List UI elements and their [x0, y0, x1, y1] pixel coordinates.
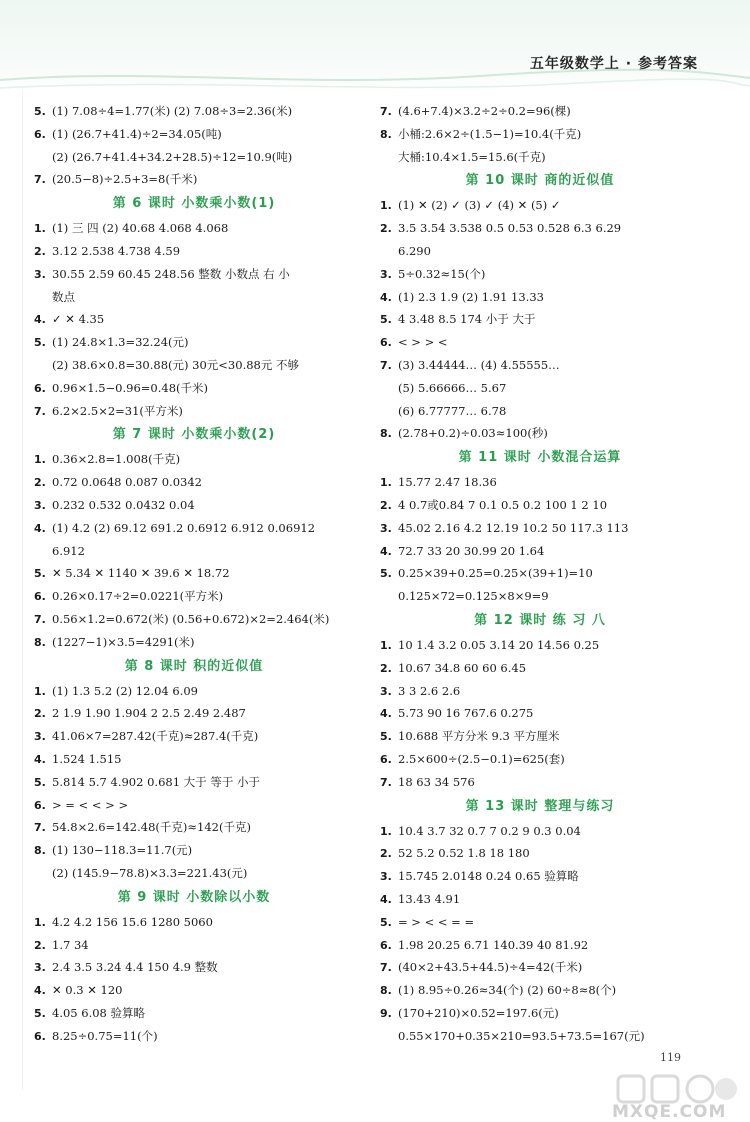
answer-text: (2.78+0.2)÷0.03≈100(秒) — [398, 426, 548, 441]
answer-number: 2. — [380, 222, 392, 236]
answer-item — [34, 240, 354, 263]
answer-item — [34, 377, 354, 400]
answer-item — [380, 194, 700, 217]
answer-text: 3.5 3.54 3.538 0.5 0.53 0.528 6.3 6.29 — [398, 221, 622, 236]
answer-number: 6. — [34, 1029, 46, 1043]
answer-item — [380, 702, 700, 725]
answer-number: 1. — [380, 476, 392, 490]
answer-text: (1) ✕ (2) ✓ (3) ✓ (4) ✕ (5) ✓ — [398, 198, 561, 213]
answer-item — [34, 956, 354, 979]
answer-text: 3.12 2.538 4.738 4.59 — [52, 243, 181, 258]
answer-text: 0.125×72=0.125×8×9=9 — [398, 589, 549, 604]
answer-text: (4.6+7.4)×3.2÷2÷0.2=96(棵) — [398, 104, 571, 118]
answer-number: 3. — [380, 684, 392, 698]
answer-text: 10.4 3.7 32 0.7 7 0.2 9 0.3 0.04 — [398, 823, 581, 838]
answer-text: 8.25÷0.75=11(个) — [52, 1028, 158, 1043]
answer-text: 0.96×1.5−0.96=0.48(千米) — [52, 380, 208, 395]
answer-text: (1) 8.95÷0.26≈34(个) (2) 60÷8≈8(个) — [398, 983, 617, 998]
answer-text: 6.2×2.5×2=31(平方米) — [52, 403, 183, 418]
answer-number: 5. — [380, 730, 392, 744]
answer-text: 15.77 2.47 18.36 — [398, 475, 497, 490]
answer-number: 1. — [380, 638, 392, 652]
answer-number: 3. — [380, 521, 392, 535]
answer-text: (3) 3.44444… (4) 4.55555… — [398, 357, 560, 372]
answer-number: 7. — [34, 821, 46, 835]
answer-text: 52 5.2 0.52 1.8 18 180 — [398, 846, 530, 861]
answer-text: 45.02 2.16 4.2 12.19 10.2 50 117.3 113 — [398, 520, 629, 535]
answer-continuation — [380, 377, 700, 400]
answer-item — [34, 263, 354, 286]
answer-text: 0.26×0.17÷2=0.0221(平方米) — [52, 589, 224, 604]
answer-number: 8. — [34, 635, 46, 649]
answer-number: 2. — [34, 707, 46, 721]
margin-line — [22, 90, 23, 1090]
answer-number: 3. — [34, 730, 46, 744]
answer-text: = > < < = = — [398, 914, 475, 929]
answer-text: 0.25×39+0.25=0.25×(39+1)=10 — [398, 566, 593, 581]
answer-item — [380, 354, 700, 377]
answer-text: 5.814 5.7 4.902 0.681 大于 等于 小于 — [52, 774, 260, 789]
answer-number: 4. — [34, 752, 46, 766]
answer-text: (2) (26.7+41.4+34.2+28.5)÷12=10.9(吨) — [52, 149, 293, 164]
answer-number: 5. — [380, 567, 392, 581]
answer-number: 3. — [34, 961, 46, 975]
answer-number: 8. — [380, 127, 392, 141]
answer-number: 4. — [380, 892, 392, 906]
lesson-heading: 第 13 课时 整理与练习 — [465, 798, 615, 814]
answer-text: 72.7 33 20 30.99 20 1.64 — [398, 543, 545, 558]
answer-number: 8. — [380, 984, 392, 998]
answer-item — [34, 123, 354, 146]
answer-item — [380, 331, 700, 354]
answer-item — [34, 748, 354, 771]
answer-text: 30.55 2.59 60.45 248.56 整数 小数点 右 小 — [52, 266, 290, 281]
answer-item — [34, 771, 354, 794]
answer-number: 2. — [34, 938, 46, 952]
answer-text: 4.2 4.2 156 15.6 1280 5060 — [52, 914, 213, 929]
answer-text: 6.290 — [398, 243, 431, 258]
answer-item — [34, 471, 354, 494]
answer-text: 0.72 0.0648 0.087 0.0342 — [52, 475, 202, 490]
answer-number: 2. — [34, 476, 46, 490]
answer-number: 2. — [380, 661, 392, 675]
answer-item — [34, 725, 354, 748]
watermark-site: MXQE.COM — [612, 1102, 727, 1122]
answer-number: 6. — [34, 127, 46, 141]
lesson-heading: 第 7 课时 小数乘小数(2) — [112, 427, 276, 443]
answer-text: (2) 38.6×0.8=30.88(元) 30元<30.88元 不够 — [52, 357, 300, 372]
answer-number: 2. — [380, 847, 392, 861]
answer-text: (6) 6.77777… 6.78 — [398, 403, 507, 418]
answer-item — [380, 100, 700, 123]
answer-continuation — [380, 1025, 700, 1048]
answer-text: (2) (145.9−78.8)×3.3=221.43(元) — [52, 865, 248, 880]
left-answer-column — [34, 100, 354, 1047]
answer-number: 5. — [34, 336, 46, 350]
answer-number: 8. — [34, 844, 46, 858]
answer-number: 4. — [380, 290, 392, 304]
answer-item — [380, 842, 700, 865]
answer-number: 4. — [380, 707, 392, 721]
answer-number: 1. — [380, 824, 392, 838]
answer-item — [380, 748, 700, 771]
right-answer-column — [380, 100, 700, 1047]
answer-number: 3. — [34, 267, 46, 281]
answer-item — [34, 680, 354, 703]
answer-item — [380, 286, 700, 309]
answer-number: 1. — [34, 222, 46, 236]
answer-item — [34, 979, 354, 1002]
answer-item — [380, 771, 700, 794]
answer-item — [380, 517, 700, 540]
answer-text: (1) 130−118.3=11.7(元) — [52, 843, 193, 858]
answer-item — [34, 911, 354, 934]
answer-text: (1) 三 四 (2) 40.68 4.068 4.068 — [52, 221, 229, 236]
answer-number: 6. — [34, 590, 46, 604]
answer-number: 5. — [380, 313, 392, 327]
answer-number: 7. — [34, 173, 46, 187]
answer-text: (1) 24.8×1.3=32.24(元) — [52, 335, 189, 350]
answer-item — [380, 494, 700, 517]
answer-number: 5. — [34, 1006, 46, 1020]
answer-text: < > > < — [398, 335, 448, 350]
answer-number: 6. — [380, 752, 392, 766]
answer-text: ✕ 0.3 ✕ 120 — [52, 983, 123, 998]
answer-item — [380, 1002, 700, 1025]
answer-text: (1) 7.08÷4=1.77(米) (2) 7.08÷3=2.36(米) — [52, 104, 293, 118]
answer-number: 7. — [380, 105, 392, 118]
answer-number: 1. — [34, 915, 46, 929]
answer-text: (1) 1.3 5.2 (2) 12.04 6.09 — [52, 683, 198, 698]
answer-number: 3. — [380, 267, 392, 281]
answer-text: 0.56×1.2=0.672(米) (0.56+0.672)×2=2.464(米) — [52, 611, 330, 626]
lesson-heading: 第 9 课时 小数除以小数 — [117, 889, 271, 905]
answer-item — [34, 400, 354, 423]
lesson-heading: 第 6 课时 小数乘小数(1) — [112, 196, 276, 212]
answer-item — [380, 888, 700, 911]
answer-item — [34, 816, 354, 839]
answer-continuation — [380, 585, 700, 608]
answer-number: 5. — [380, 915, 392, 929]
answer-item — [34, 631, 354, 654]
answer-text: ✕ 5.34 ✕ 1140 ✕ 39.6 ✕ 18.72 — [52, 566, 230, 581]
answer-text: 4.05 6.08 验算略 — [52, 1005, 146, 1020]
answer-text: 0.232 0.532 0.0432 0.04 — [52, 497, 195, 512]
answer-item — [34, 331, 354, 354]
answer-number: 3. — [34, 498, 46, 512]
answer-text: 10.688 平方分米 9.3 平方厘米 — [398, 729, 560, 744]
answer-text: 18 63 34 576 — [398, 774, 475, 789]
answer-item — [34, 100, 354, 123]
answer-item — [380, 911, 700, 934]
answer-continuation — [34, 146, 354, 169]
answer-continuation — [34, 862, 354, 885]
answer-text: (40×2+43.5+44.5)÷4=42(千米) — [398, 960, 583, 975]
answer-text: 1.98 20.25 6.71 140.39 40 81.92 — [398, 937, 589, 952]
answer-text: (20.5−8)÷2.5+3=8(千米) — [52, 172, 198, 187]
answer-item — [380, 956, 700, 979]
lesson-heading: 第 10 课时 商的近似值 — [465, 173, 615, 189]
answer-number: 4. — [380, 544, 392, 558]
answer-number: 4. — [34, 984, 46, 998]
answer-item — [380, 725, 700, 748]
answer-item — [34, 794, 354, 817]
answer-item — [380, 540, 700, 563]
answer-text: 5÷0.32≈15(个) — [398, 266, 486, 281]
answer-item — [380, 979, 700, 1002]
answer-item — [34, 562, 354, 585]
answer-number: 3. — [380, 870, 392, 884]
answer-text: 4 0.7或0.84 7 0.1 0.5 0.2 100 1 2 10 — [398, 497, 608, 512]
answer-item — [34, 448, 354, 471]
answer-number: 1. — [34, 453, 46, 467]
answer-number: 7. — [34, 612, 46, 626]
answer-number: 4. — [34, 313, 46, 327]
answer-item — [34, 494, 354, 517]
answer-text: 2 1.9 1.90 1.904 2 2.5 2.49 2.487 — [52, 706, 246, 721]
answer-number: 9. — [380, 1006, 392, 1020]
answer-item — [34, 1002, 354, 1025]
answer-item — [34, 608, 354, 631]
answer-continuation — [380, 240, 700, 263]
answer-item — [380, 422, 700, 445]
answer-continuation — [34, 286, 354, 309]
answer-number: 7. — [380, 358, 392, 372]
answer-text: 大桶:10.4×1.5=15.6(千克) — [398, 149, 546, 164]
answer-item — [380, 263, 700, 286]
answer-item — [380, 471, 700, 494]
answer-number: 4. — [34, 521, 46, 535]
answer-item — [34, 585, 354, 608]
answer-item — [380, 865, 700, 888]
answer-continuation — [34, 540, 354, 563]
answer-item — [34, 702, 354, 725]
answer-item — [380, 308, 700, 331]
answer-number: 1. — [380, 199, 392, 213]
answer-text: 6.912 — [52, 543, 85, 558]
answer-number: 6. — [380, 336, 392, 350]
answer-number: 8. — [380, 427, 392, 441]
answer-text: (1) (26.7+41.4)÷2=34.05(吨) — [52, 126, 222, 141]
answer-item — [34, 168, 354, 191]
answer-item — [380, 657, 700, 680]
page-number: 119 — [660, 1051, 681, 1064]
answer-item — [380, 934, 700, 957]
answer-number: 5. — [34, 775, 46, 789]
answer-item — [34, 217, 354, 240]
answer-continuation — [380, 146, 700, 169]
answer-item — [380, 820, 700, 843]
answer-text: ✓ ✕ 4.35 — [52, 312, 105, 327]
answer-number: 7. — [34, 404, 46, 418]
answer-text: 2.5×600÷(2.5−0.1)=625(套) — [398, 751, 565, 766]
answer-item — [380, 123, 700, 146]
answer-text: 3 3 2.6 2.6 — [398, 683, 461, 698]
answer-item — [380, 634, 700, 657]
answer-text: 13.43 4.91 — [398, 891, 461, 906]
answer-item — [34, 839, 354, 862]
answer-text: 小桶:2.6×2÷(1.5−1)=10.4(千克) — [398, 126, 582, 141]
answer-text: (5) 5.66666… 5.67 — [398, 380, 507, 395]
answer-number: 2. — [380, 498, 392, 512]
answer-number: 5. — [34, 567, 46, 581]
lesson-heading: 第 12 课时 练 习 八 — [474, 612, 606, 628]
answer-text: 2.4 3.5 3.24 4.4 150 4.9 整数 — [52, 960, 218, 975]
answer-text: 0.36×2.8=1.008(千克) — [52, 452, 181, 467]
answer-continuation — [34, 354, 354, 377]
answer-item — [34, 1025, 354, 1048]
answer-text: 1.524 1.515 — [52, 751, 122, 766]
answer-number: 7. — [380, 775, 392, 789]
answer-text: 1.7 34 — [52, 937, 89, 952]
answer-number: 2. — [34, 244, 46, 258]
answer-continuation — [380, 400, 700, 423]
answer-text: 15.745 2.0148 0.24 0.65 验算略 — [398, 869, 579, 884]
answer-text: 10.67 34.8 60 60 6.45 — [398, 660, 527, 675]
answer-text: (170+210)×0.52=197.6(元) — [398, 1005, 559, 1020]
answer-item — [34, 517, 354, 540]
page-header-title: 五年级数学上 · 参考答案 — [529, 56, 698, 72]
answer-text: > = < < > > — [52, 797, 129, 812]
answer-number: 6. — [34, 381, 46, 395]
answer-text: 4 3.48 8.5 174 小于 大于 — [398, 312, 536, 327]
answer-number: 6. — [34, 798, 46, 812]
answer-text: (1) 4.2 (2) 69.12 691.2 0.6912 6.912 0.06912 — [52, 520, 316, 535]
answer-item — [34, 308, 354, 331]
lesson-heading: 第 8 课时 积的近似值 — [124, 658, 264, 674]
answer-text: 54.8×2.6=142.48(千克)≈142(千克) — [52, 820, 251, 835]
answer-number: 5. — [34, 105, 46, 118]
answer-item — [380, 562, 700, 585]
lesson-heading: 第 11 课时 小数混合运算 — [458, 450, 622, 466]
answer-text: (1227−1)×3.5=4291(米) — [52, 634, 195, 649]
answer-text: (1) 2.3 1.9 (2) 1.91 13.33 — [398, 289, 544, 304]
answer-number: 7. — [380, 961, 392, 975]
answer-text: 10 1.4 3.2 0.05 3.14 20 14.56 0.25 — [398, 637, 600, 652]
answer-number: 1. — [34, 684, 46, 698]
answer-item — [380, 680, 700, 703]
answer-item — [34, 934, 354, 957]
answer-text: 数点 — [52, 289, 75, 304]
answer-text: 5.73 90 16 767.6 0.275 — [398, 706, 534, 721]
answer-item — [380, 217, 700, 240]
answer-text: 41.06×7=287.42(千克)≈287.4(千克) — [52, 729, 259, 744]
answer-number: 6. — [380, 938, 392, 952]
answer-text: 0.55×170+0.35×210=93.5+73.5=167(元) — [398, 1028, 645, 1043]
